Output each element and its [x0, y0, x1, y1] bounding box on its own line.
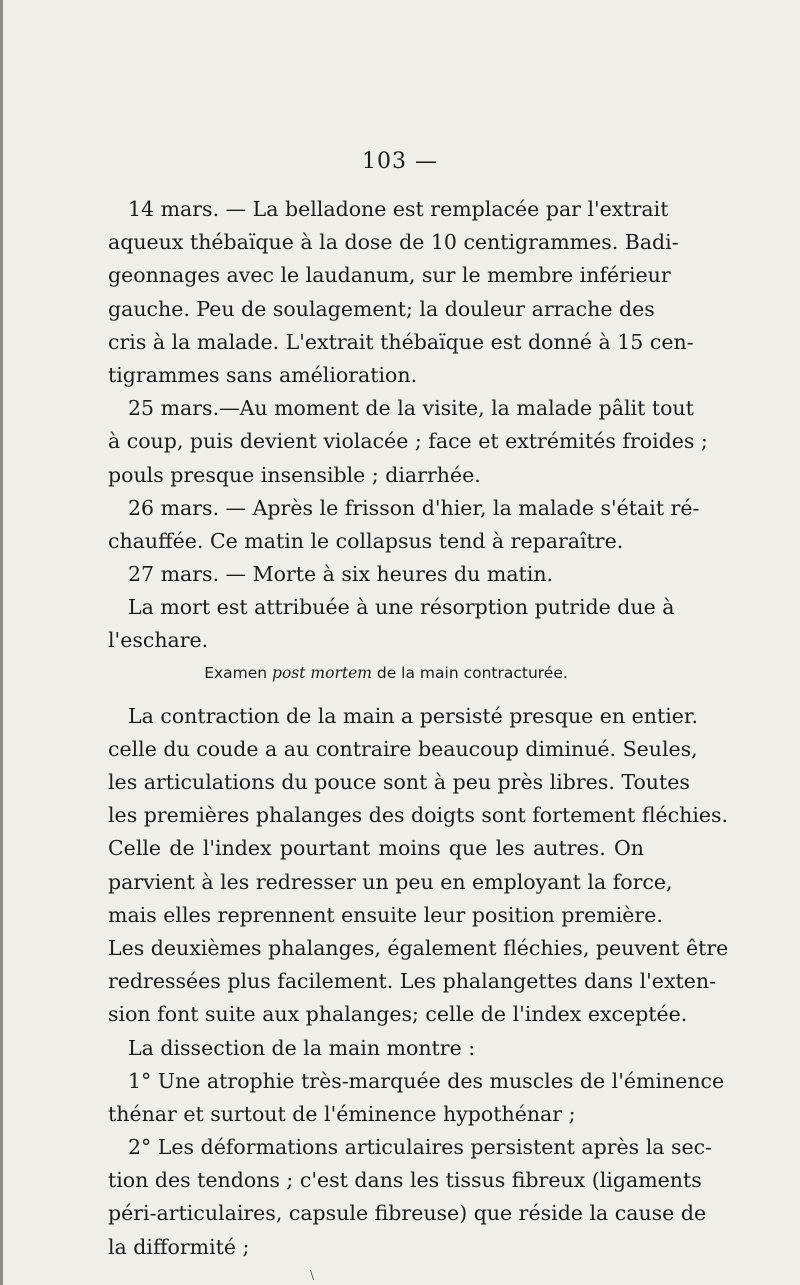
text-line: thénar et surtout de l'éminence hypothénar ;	[108, 1101, 576, 1126]
text-line: celle du coude a au contraire beaucoup diminué. Seules,	[108, 736, 698, 761]
text-line: pouls presque insensible ; diarrhée.	[108, 462, 481, 487]
paragraphs-post-mortem	[108, 700, 729, 1264]
text-line: Celle de l'index pourtant moins que les autres. On	[108, 836, 644, 861]
heading-suffix: de la main contracturée.	[371, 663, 568, 682]
text-line: les premières phalanges des doigts sont fortement fléchies.	[108, 803, 729, 828]
text-line: tigrammes sans amélioration.	[108, 362, 418, 387]
paragraphs-clinical-notes	[108, 193, 708, 658]
text-line: 27 mars. — Morte à six heures du matin.	[128, 562, 554, 587]
section-heading	[108, 658, 644, 688]
text-line: 2° Les déformations articulaires persistent après la sec-	[128, 1135, 713, 1160]
text-line: La contraction de la main a persisté presque en entier.	[128, 703, 698, 728]
text-line: tion des tendons ; c'est dans les tissus fibreux (ligaments	[108, 1168, 702, 1193]
text-line: à coup, puis devient violacée ; face et extrémités froides ;	[108, 429, 708, 454]
text-line: Les deuxièmes phalanges, également fléchies, peuvent être	[108, 935, 729, 960]
text-line: cris à la malade. L'extrait thébaïque est donné à 15 cen-	[108, 329, 694, 354]
text-line: parvient à les redresser un peu en employant la force,	[108, 869, 673, 894]
text-line: l'eschare.	[108, 628, 209, 653]
text-line: péri-articulaires, capsule fibreuse) que réside la cause de	[108, 1201, 707, 1226]
text-line: la difformité ;	[108, 1234, 250, 1259]
text-line: La mort est attribuée à une résorption putride due à	[128, 595, 675, 620]
page-number: 103 —	[362, 149, 438, 174]
text-line: redressées plus facilement. Les phalangettes dans l'exten-	[108, 969, 717, 994]
stray-mark: \	[310, 1268, 315, 1282]
text-line: les articulations du pouce sont à peu près libres. Toutes	[108, 770, 690, 794]
page-edge	[0, 0, 3, 1285]
heading-prefix: Examen	[204, 663, 273, 682]
text-line: 14 mars. — La belladone est remplacée par l'extrait	[128, 197, 669, 221]
text-line: 26 mars. — Après le frisson d'hier, la malade s'était ré-	[128, 495, 700, 520]
text-line: chauffée. Ce matin le collapsus tend à reparaître.	[108, 528, 624, 553]
body-text	[108, 193, 729, 1264]
text-line: aqueux thébaïque à la dose de 10 centigrammes. Badi-	[108, 230, 679, 255]
text-line: mais elles reprennent ensuite leur position première.	[108, 902, 663, 927]
text-line: 1° Une atrophie très-marquée des muscles de l'éminence	[128, 1068, 725, 1093]
text-line: La dissection de la main montre :	[128, 1035, 476, 1060]
text-line: geonnages avec le laudanum, sur le membre inférieur	[108, 263, 671, 288]
text-line: sion font suite aux phalanges; celle de l'index exceptée.	[108, 1002, 688, 1027]
text-line: 25 mars.—Au moment de la visite, la malade pâlit tout	[128, 396, 694, 421]
text-line: gauche. Peu de soulagement; la douleur arrache des	[108, 296, 655, 321]
heading-italic: post mortem	[272, 663, 372, 682]
